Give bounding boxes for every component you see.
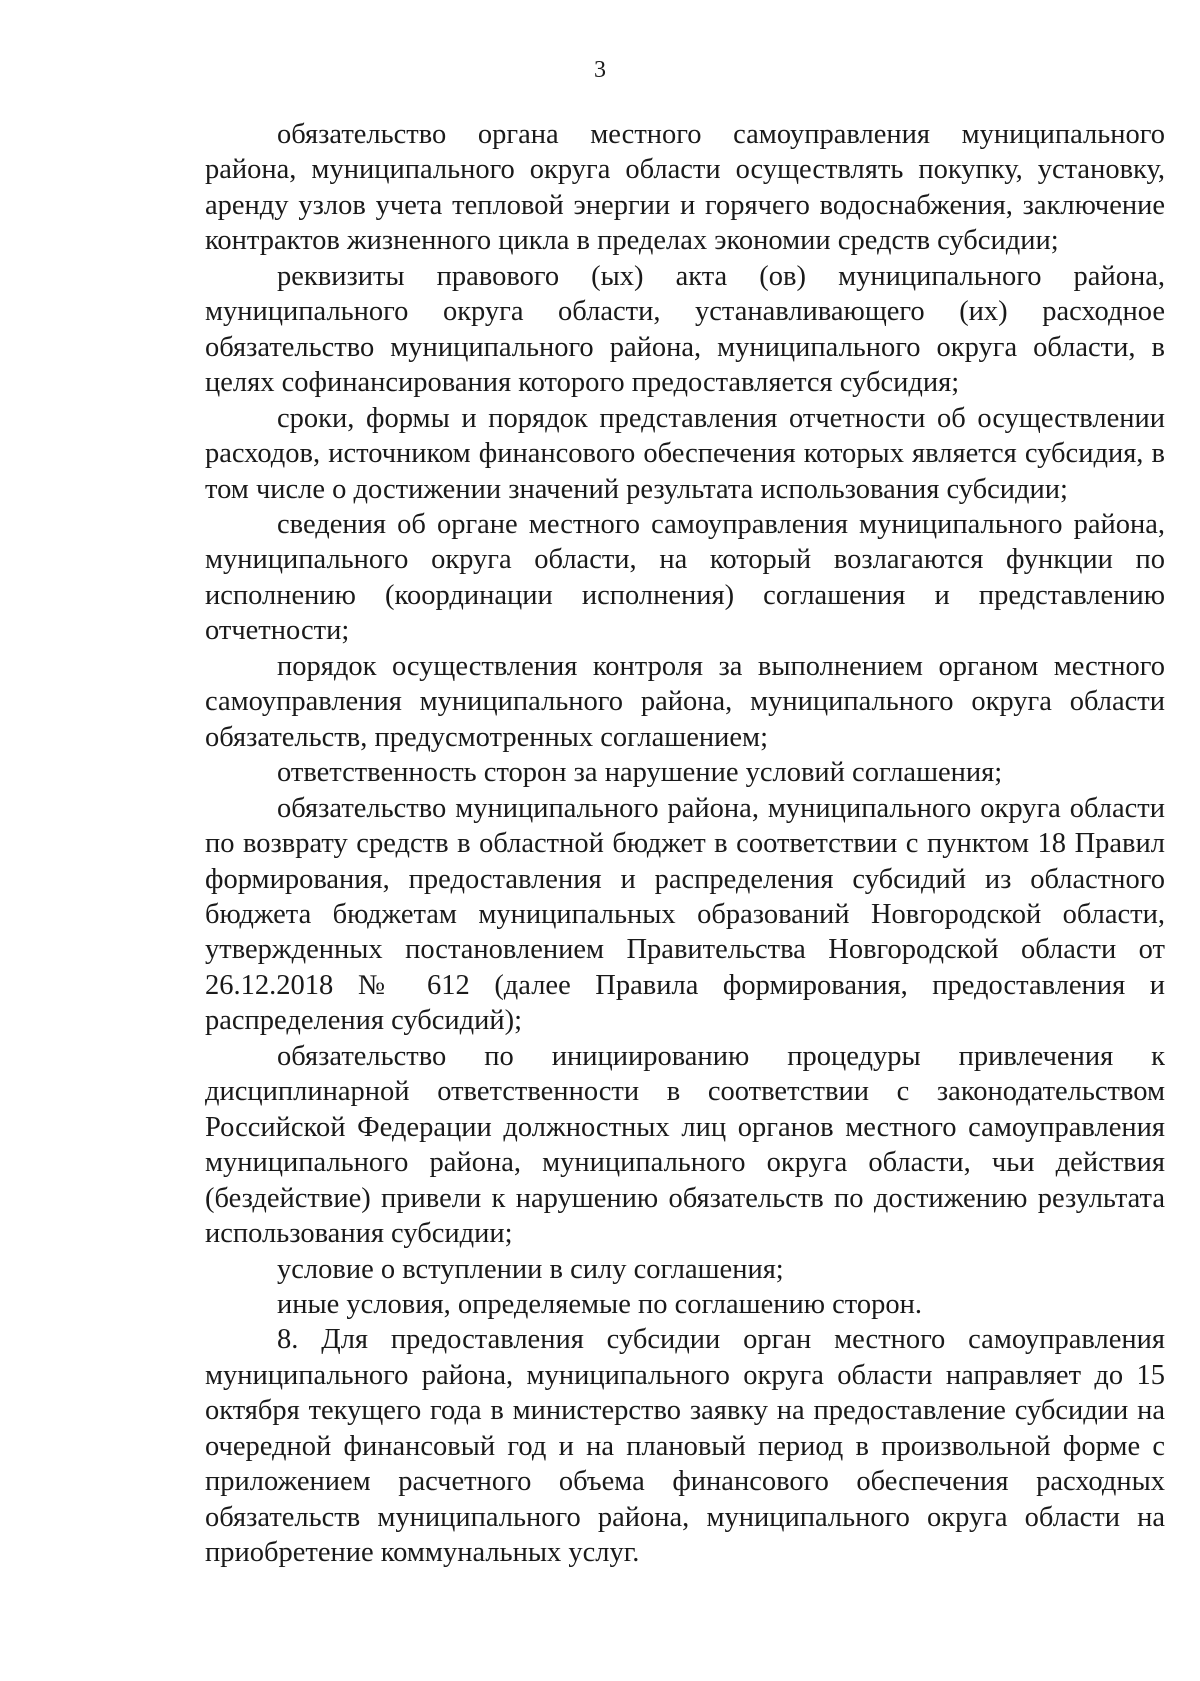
paragraph-disciplinary-obligation: обязательство по инициированию процедуры привлечения к дисциплинарной ответственности в соответствии с законодательством Российской Федерации должностных лиц органов местного самоуправления муниципального района, муниципального округа области, чьи действия (бездействие) привели к нарушению обязательств по достижению результата использования субсидии; [205, 1040, 1165, 1250]
paragraph-item-8-application: 8. Для предоставления субсидии орган местного самоуправления муниципального района, муниципального округа области направляет до 15 октября текущего года в министерство заявку на предоставление субсидии на очередной финансовый год и на плановый период в произвольной форме с приложением расчетного объема финансового обеспечения расходных обязательств муниципального района, муниципального округа области на приобретение коммунальных услуг. [205, 1324, 1165, 1569]
page-number: 3 [594, 57, 606, 83]
paragraph-contracts-obligation: обязательство органа местного самоуправления муниципального района, муниципального округа области осуществлять покупку, установку, аренду узлов учета тепловой энергии и горячего водоснабжения, заключение контрактов жизненного цикла в пределах экономии средств субсидии; [205, 119, 1165, 257]
paragraph-responsible-body: сведения об органе местного самоуправления муниципального района, муниципального округа области, на который возлагаются функции по исполнению (координации исполнения) соглашения и представлению отчетности; [205, 508, 1165, 647]
document-body [205, 117, 1165, 1571]
paragraph-reporting-terms: сроки, формы и порядок представления отчетности об осуществлении расходов, источником финансового обеспечения которых является субсидия, в том числе о достижении значений результата использования субсидии; [205, 402, 1165, 505]
paragraph-refund-obligation: обязательство муниципального района, муниципального округа области по возврату средств в областной бюджет в соответствии с пунктом 18 Правил формирования, предоставления и распределения субсидий из областного бюджета бюджетам муниципальных образований Новгородской области, утвержденных постановлением Правительства Новгородской области от 26.12.2018 № 612 (далее Правила формирования, предоставления и распределения субсидий); [205, 792, 1165, 1037]
paragraph-entry-into-force: условие о вступлении в силу соглашения; [277, 1253, 784, 1285]
paragraph-control-procedure: порядок осуществления контроля за выполнением органом местного самоуправления муниципального района, муниципального округа области обязательств, предусмотренных соглашением; [205, 650, 1165, 753]
paragraph-other-conditions: иные условия, определяемые по соглашению сторон. [277, 1288, 922, 1320]
paragraph-liability: ответственность сторон за нарушение условий соглашения; [277, 757, 1003, 789]
paragraph-legal-act-details: реквизиты правового (ых) акта (ов) муниципального района, муниципального округа области, устанавливающего (их) расходное обязательство муниципального района, муниципального округа области, в целях софинансирования которого предоставляется субсидия; [205, 260, 1165, 399]
